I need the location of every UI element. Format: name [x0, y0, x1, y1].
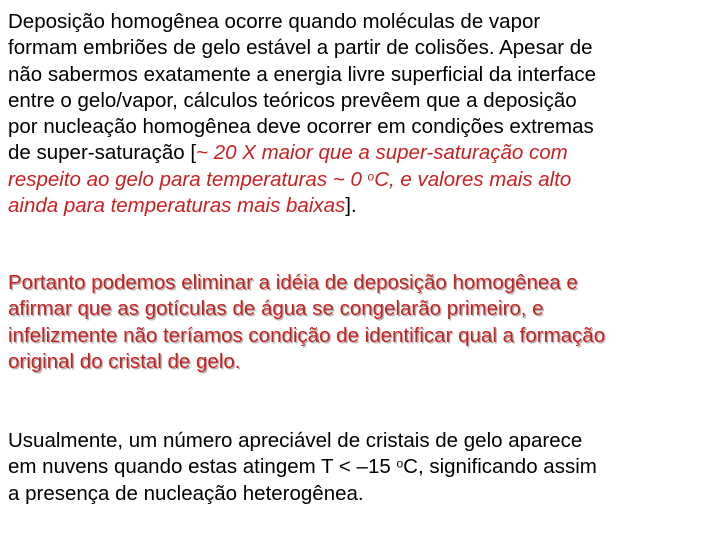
p1-line-7-a: respeito ao gelo para temperaturas ~ 0 — [8, 167, 368, 191]
p2-line-1: Portanto podemos eliminar a idéia de deposição homogênea e — [8, 271, 578, 294]
p1-line-1: Deposição homogênea ocorre quando moléculas de vapor — [8, 10, 541, 33]
p3-line-2-b: C, significando assim — [403, 455, 597, 479]
p1-line-6 — [8, 140, 714, 166]
p2-line-3: infelizmente não teríamos condição de identificar qual a formação — [8, 323, 606, 347]
degree-superscript: o — [396, 456, 404, 471]
p1-line-8 — [8, 193, 714, 219]
paragraph-heterogeneous-nucleation — [8, 428, 714, 507]
p3-line-2-a: em nuvens quando estas atingem T < –15 — [8, 455, 397, 479]
p1-line-7-b: C, e valores mais alto — [374, 167, 572, 191]
p3-line-1: Usualmente, um número apreciável de cristais de gelo aparece — [8, 429, 583, 452]
paragraph-homogeneous-deposition — [8, 9, 714, 219]
p1-line-6-emphasis: ~ 20 X maior que a super-saturação com — [196, 141, 568, 165]
p1-line-8-emphasis: ainda para temperaturas mais baixas — [8, 194, 346, 218]
p1-line-4: entre o gelo/vapor, cálculos teóricos prevêem que a deposição — [8, 88, 577, 112]
p1-line-6-plain: de super-saturação [ — [8, 141, 197, 165]
p1-line-5: por nucleação homogênea deve ocorrer em condições extremas — [8, 115, 594, 139]
p1-line-3: não sabermos exatamente a energia livre superficial da interface — [8, 62, 596, 86]
p3-line-2 — [8, 454, 714, 480]
p1-line-7 — [8, 167, 714, 193]
degree-superscript: o — [367, 169, 375, 184]
p2-line-2: afirmar que as gotículas de água se congelarão primeiro, e — [8, 297, 544, 321]
p1-line-2: formam embriões de gelo estável a partir de colisões. Apesar de — [8, 36, 593, 60]
p2-line-4: original do cristal de gelo. — [8, 349, 241, 373]
p1-line-8-end: ]. — [345, 194, 357, 218]
p3-line-3: a presença de nucleação heterogênea. — [8, 481, 364, 505]
paragraph-conclusion — [8, 270, 714, 375]
